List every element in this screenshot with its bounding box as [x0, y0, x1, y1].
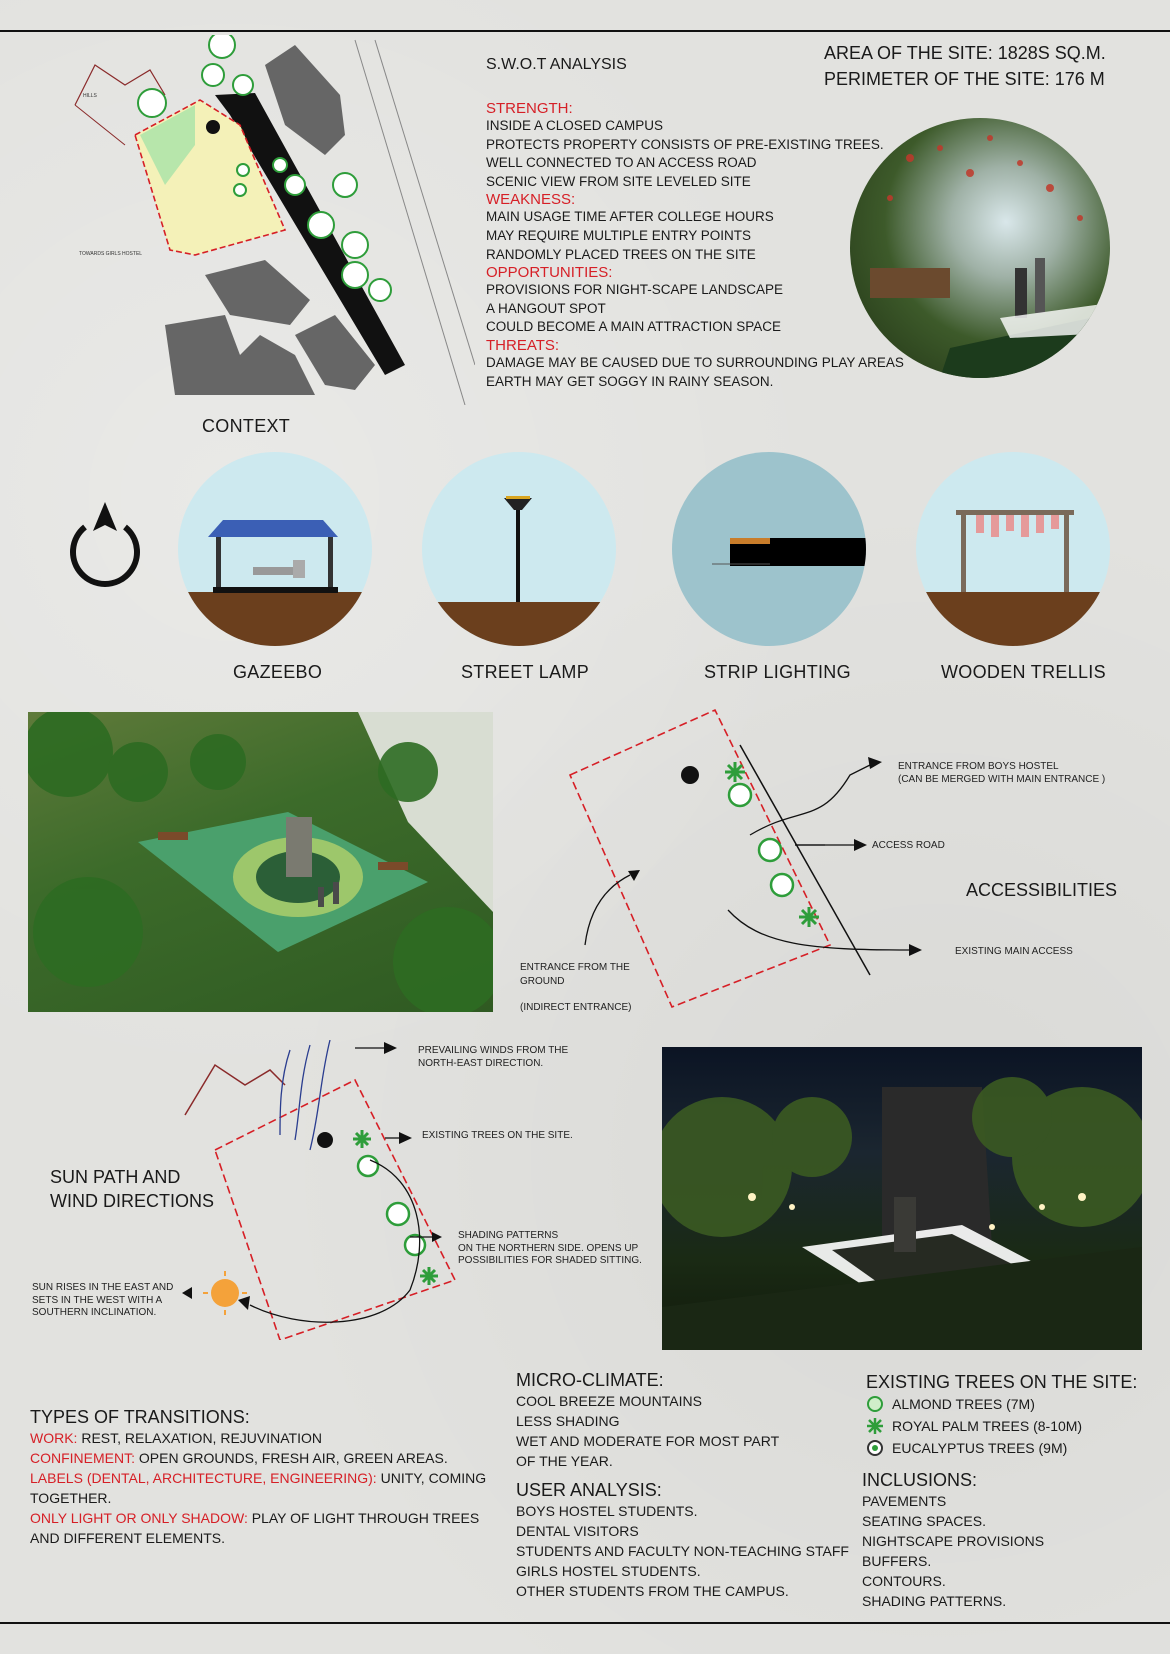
transition-item — [30, 1428, 500, 1448]
inclusion-item: NIGHTSCAPE PROVISIONS — [862, 1533, 1045, 1549]
winds-line: PREVAILING WINDS FROM THE — [418, 1045, 569, 1056]
tree-item — [866, 1437, 1156, 1459]
entrance-ground-line: ENTRANCE FROM THE — [520, 962, 630, 973]
entrance-ground-note: (INDIRECT ENTRANCE) — [520, 1002, 632, 1013]
site-perimeter: PERIMETER OF THE SITE: 176 M — [824, 69, 1105, 89]
swot-heading: STRENGTH: — [486, 100, 573, 117]
user-analysis-item: GIRLS HOSTEL STUDENTS. — [516, 1563, 701, 1579]
inclusions-block — [862, 1470, 1152, 1611]
swot-item: COULD BECOME A MAIN ATTRACTION SPACE — [486, 319, 782, 335]
element-label-wooden-trellis: WOODEN TRELLIS — [941, 662, 1106, 682]
user-analysis-block — [516, 1480, 856, 1601]
sun-line: SUN RISES IN THE EAST AND — [32, 1282, 174, 1293]
transition-item — [30, 1468, 500, 1508]
element-label-strip-lighting: STRIP LIGHTING — [704, 662, 851, 682]
existing-trees-title: EXISTING TREES ON THE SITE: — [866, 1372, 1138, 1392]
swot-item: A HANGOUT SPOT — [486, 300, 606, 316]
north-arrow-icon — [65, 497, 145, 587]
girls-hostel-label: TOWARDS GIRLS HOSTEL — [79, 251, 143, 257]
entrance-boys-note: (CAN BE MERGED WITH MAIN ENTRANCE ) — [898, 773, 1106, 785]
transition-text: PLAY OF LIGHT THROUGH TREES AND DIFFERENT ELEMENTS. — [30, 1510, 480, 1546]
hills-label: HILLS — [83, 93, 97, 99]
inclusion-item: SEATING SPACES. — [862, 1513, 986, 1529]
sun-label — [32, 1282, 173, 1320]
tree-label: EUCALYPTUS TREES (9M) — [892, 1440, 1068, 1456]
tree-item — [866, 1415, 1156, 1437]
render-night-garden — [662, 1047, 1142, 1350]
user-analysis-item: STUDENTS AND FACULTY NON-TEACHING STAFF — [516, 1543, 849, 1559]
shading-line: SHADING PATTERNS — [458, 1230, 559, 1241]
shading-line: ON THE NORTHERN SIDE. OPENS UP — [458, 1242, 639, 1254]
entrance-ground-label — [520, 961, 631, 1015]
swot-item: MAIN USAGE TIME AFTER COLLEGE HOURS — [486, 209, 774, 225]
swot-item: RANDOMLY PLACED TREES ON THE SITE — [486, 246, 756, 262]
swot-item: PROTECTS PROPERTY CONSISTS OF PRE-EXISTING TREES. — [486, 136, 884, 152]
transitions-block — [30, 1407, 500, 1548]
entrance-boys-label: ENTRANCE FROM BOYS HOSTEL — [898, 761, 1059, 772]
swot-section-threats — [486, 337, 906, 391]
inclusion-item: SHADING PATTERNS. — [862, 1593, 1007, 1609]
render-day-garden — [28, 712, 493, 1012]
winds-line: NORTH-EAST DIRECTION. — [418, 1057, 544, 1069]
swot-item: WELL CONNECTED TO AN ACCESS ROAD — [486, 155, 757, 171]
tree-item — [866, 1393, 1156, 1415]
inclusion-item: BUFFERS. — [862, 1553, 932, 1569]
bottom-rule — [0, 1622, 1170, 1624]
user-analysis-item: BOYS HOSTEL STUDENTS. — [516, 1503, 698, 1519]
transition-key: WORK: — [30, 1430, 78, 1446]
eucalyptus-tree-icon — [866, 1439, 884, 1457]
sun-line: SOUTHERN INCLINATION. — [32, 1307, 157, 1318]
sunpath-title — [50, 1165, 214, 1213]
accessibilities-title: ACCESSIBILITIES — [966, 880, 1118, 900]
street-lamp-circle — [422, 452, 616, 646]
wooden-trellis-circle — [916, 452, 1110, 646]
sun-path-diagram — [170, 1040, 640, 1340]
user-analysis-item: OTHER STUDENTS FROM THE CAMPUS. — [516, 1583, 789, 1599]
tree-label: ALMOND TREES (7M) — [892, 1396, 1035, 1412]
site-area: AREA OF THE SITE: 1828S SQ.M. — [824, 43, 1106, 63]
element-label-gazebo: GAZEEBO — [233, 662, 323, 682]
swot-section-weakness — [486, 191, 906, 264]
micro-climate-item: COOL BREEZE MOUNTAINS — [516, 1393, 702, 1409]
swot-block — [486, 100, 906, 391]
transition-key: CONFINEMENT: — [30, 1450, 135, 1466]
swot-heading: WEAKNESS: — [486, 191, 576, 209]
shading-line: POSSIBILITIES FOR SHADED SITTING. — [458, 1255, 642, 1266]
access-road-label: ACCESS ROAD — [872, 840, 945, 851]
sun-line: SETS IN THE WEST WITH A — [32, 1294, 163, 1306]
inclusion-item: PAVEMENTS — [862, 1493, 947, 1509]
micro-climate-item: LESS SHADING — [516, 1413, 620, 1429]
swot-item: INSIDE A CLOSED CAMPUS — [486, 118, 664, 133]
sun-icon — [211, 1279, 239, 1307]
accessibilities-label — [898, 761, 1105, 786]
swot-heading: OPPORTUNITIES: — [486, 264, 613, 282]
context-title: CONTEXT — [202, 416, 291, 436]
existing-main-access-label: EXISTING MAIN ACCESS — [955, 946, 1073, 957]
swot-item: SCENIC VIEW FROM SITE LEVELED SITE — [486, 173, 751, 189]
context-map — [55, 35, 475, 405]
transition-text: REST, RELAXATION, REJUVINATION — [77, 1430, 322, 1446]
transition-key: LABELS (DENTAL, ARCHITECTURE, ENGINEERING): — [30, 1470, 377, 1486]
site-stats — [824, 40, 1106, 92]
palm-tree-icon — [866, 1417, 884, 1435]
swot-item: MAY REQUIRE MULTIPLE ENTRY POINTS — [486, 227, 752, 243]
transition-item — [30, 1508, 500, 1548]
winds-label — [418, 1045, 568, 1070]
shading-label — [458, 1230, 642, 1268]
transition-text: UNITY, COMING TOGETHER. — [30, 1470, 487, 1506]
top-rule — [0, 30, 1170, 32]
swot-heading: THREATS: — [486, 336, 560, 354]
sunpath-title-line: SUN PATH AND — [50, 1167, 181, 1187]
micro-climate-item: OF THE YEAR. — [516, 1453, 613, 1469]
existing-trees-diagram-label: EXISTING TREES ON THE SITE. — [422, 1130, 573, 1141]
user-analysis-title: USER ANALYSIS: — [516, 1480, 662, 1500]
existing-trees-block — [866, 1372, 1156, 1459]
strip-lighting-circle — [672, 452, 866, 646]
transition-key: ONLY LIGHT OR ONLY SHADOW: — [30, 1510, 248, 1526]
swot-title: S.W.O.T ANALYSIS — [486, 56, 627, 73]
swot-section-opportunities — [486, 264, 906, 337]
inclusion-item: CONTOURS. — [862, 1573, 946, 1589]
transitions-title: TYPES OF TRANSITIONS: — [30, 1407, 250, 1427]
almond-tree-icon — [866, 1395, 884, 1413]
micro-climate-item: WET AND MODERATE FOR MOST PART — [516, 1433, 780, 1449]
swot-item: EARTH MAY GET SOGGY IN RAINY SEASON. — [486, 373, 774, 389]
gazebo-circle — [178, 452, 372, 646]
swot-section-strength — [486, 100, 906, 191]
element-label-street-lamp: STREET LAMP — [461, 662, 589, 682]
micro-climate-title: MICRO-CLIMATE: — [516, 1370, 664, 1390]
transition-text: OPEN GROUNDS, FRESH AIR, GREEN AREAS. — [135, 1450, 448, 1466]
user-analysis-item: DENTAL VISITORS — [516, 1523, 639, 1539]
render-night-garden-circle — [850, 118, 1110, 378]
entrance-ground-line: GROUND — [520, 976, 565, 987]
micro-climate-block — [516, 1370, 856, 1471]
swot-item: PROVISIONS FOR NIGHT-SCAPE LANDSCAPE — [486, 282, 784, 298]
swot-item: DAMAGE MAY BE CAUSED DUE TO SURROUNDING PLAY AREAS — [486, 354, 904, 370]
inclusions-title: INCLUSIONS: — [862, 1470, 978, 1490]
tree-label: ROYAL PALM TREES (8-10M) — [892, 1418, 1083, 1434]
sunpath-title-line: WIND DIRECTIONS — [50, 1191, 214, 1211]
transition-item — [30, 1448, 500, 1468]
